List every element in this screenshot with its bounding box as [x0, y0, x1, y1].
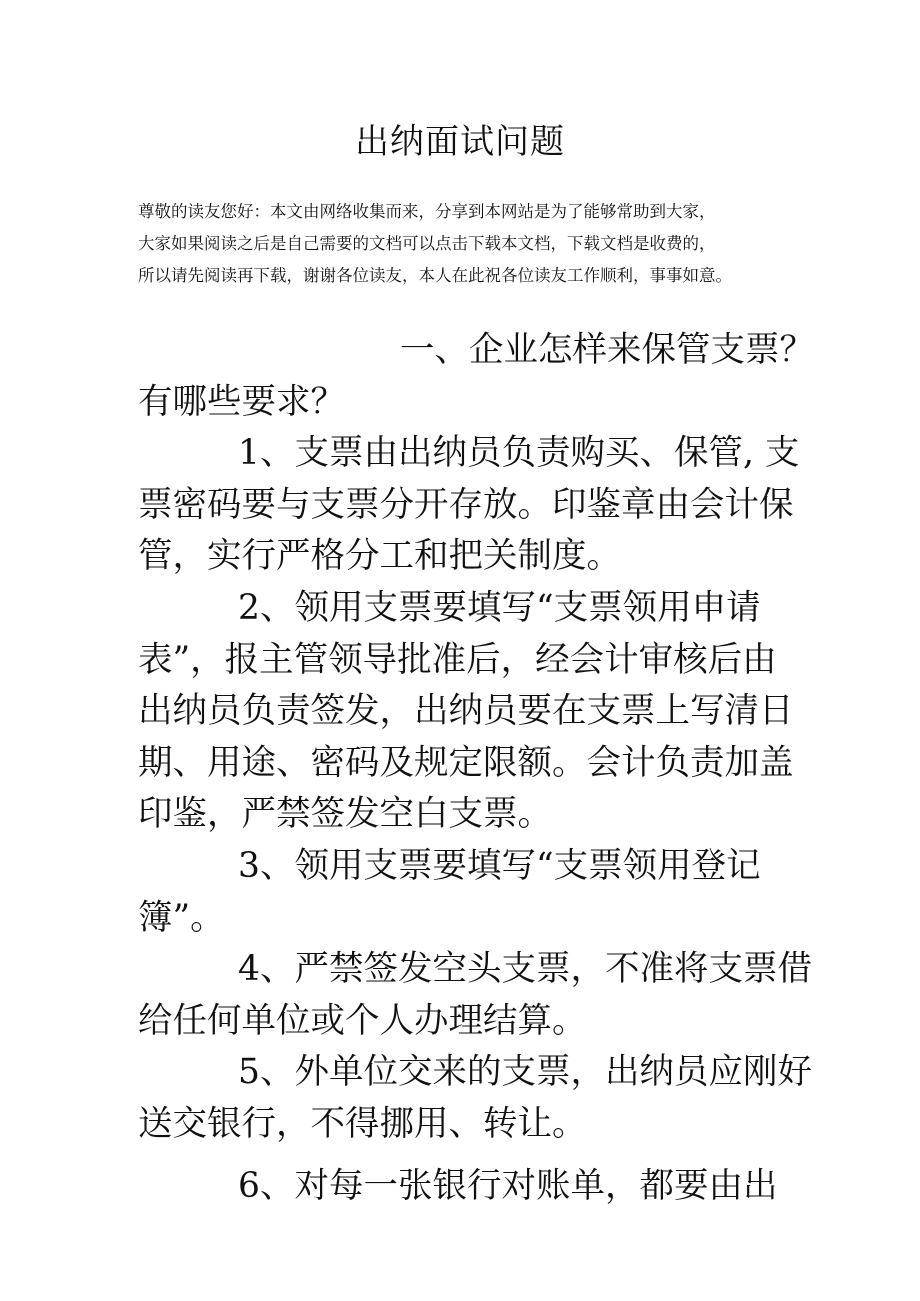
item-2-line: 表”，报主管领导批准后，经会计审核后由	[138, 639, 777, 680]
item-4-line: 给任何单位或个人办理结算。	[138, 1000, 587, 1041]
item-3-line: 簿”。	[138, 897, 225, 938]
item-2-line: 2、领用支票要填写“支票领用申请	[238, 587, 761, 628]
item-2-line: 出纳员负责签发，出纳员要在支票上写清日	[138, 691, 794, 732]
item-3-line: 3、领用支票要填写“支票领用登记	[238, 845, 761, 886]
document-title: 出纳面试问题	[355, 122, 565, 162]
notice-line: 所以请先阅读再下载，谢谢各位读友，本人在此祝各位读友工作顺利，事事如意。	[138, 266, 732, 285]
notice-line: 大家如果阅读之后是自己需要的文档可以点击下载本文档，下载文档是收费的，	[138, 234, 716, 253]
item-5-line: 5、外单位交来的支票，出纳员应刚好	[238, 1052, 812, 1093]
section-heading-continued: 有哪些要求？	[138, 381, 345, 422]
document-body	[138, 325, 814, 1212]
item-6-line: 6、对每一张银行对账单，都要由出	[238, 1165, 778, 1206]
item-1-line: 票密码要与支票分开存放。印鉴章由会计保	[138, 484, 794, 525]
item-2-line: 期、用途、密码及规定限额。会计负责加盖	[138, 742, 794, 783]
reader-notice	[138, 196, 808, 292]
item-2-line: 印鉴，严禁签发空白支票。	[138, 794, 552, 835]
item-1-line: 1、支票由出纳员负责购买、保管, 支	[238, 433, 800, 474]
item-4-line: 4、严禁签发空头支票，不准将支票借	[238, 949, 812, 990]
item-1-line: 管，实行严格分工和把关制度。	[138, 536, 621, 577]
notice-line: 尊敬的读友您好：本文由网络收集而来，分享到本网站是为了能够常助到大家，	[138, 202, 716, 221]
section-heading: 一、企业怎样来保管支票？	[400, 330, 814, 370]
item-5-line: 送交银行，不得挪用、转让。	[138, 1103, 587, 1144]
